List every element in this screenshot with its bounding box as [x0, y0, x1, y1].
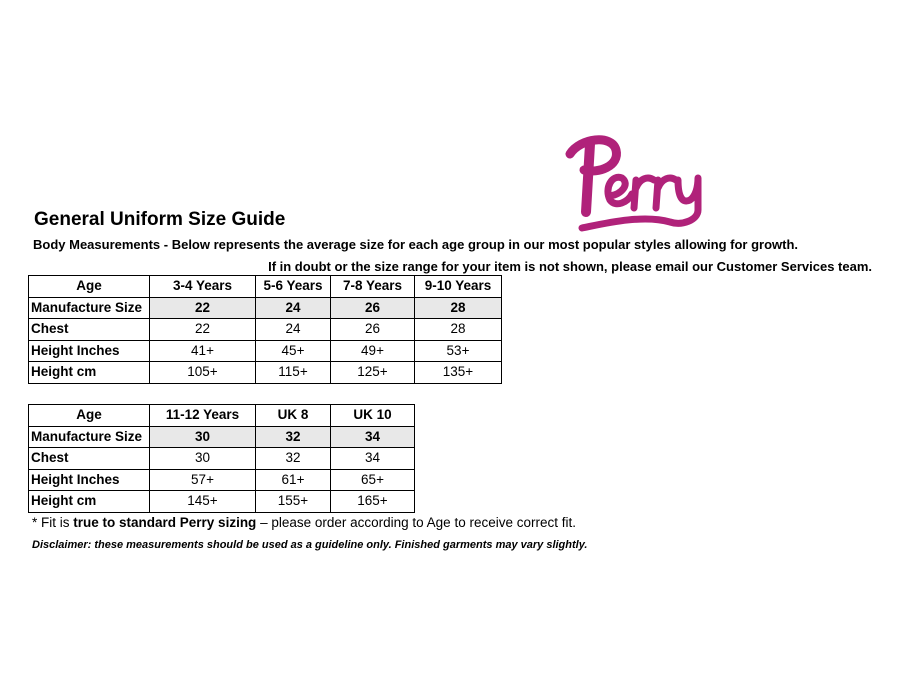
header-cell: UK 10: [331, 405, 415, 427]
fit-note: [32, 515, 576, 530]
table-cell: 57+: [150, 469, 256, 491]
fit-note-prefix: * Fit is: [32, 515, 74, 530]
header-cell: Age: [29, 276, 150, 298]
header-cell: Age: [29, 405, 150, 427]
table-row: [29, 340, 502, 362]
table-cell: 105+: [150, 362, 256, 384]
header-cell: 11-12 Years: [150, 405, 256, 427]
subtitle-line-1: Body Measurements - Below represents the average size for each age group in our most popular styles allowing for growth.: [33, 237, 799, 252]
table-cell: 28: [415, 319, 502, 341]
row-label: Chest: [29, 319, 150, 341]
table-header-row: [29, 405, 415, 427]
row-label: Height Inches: [29, 469, 150, 491]
header-cell: 5-6 Years: [256, 276, 331, 298]
subtitle-line-2: If in doubt or the size range for your item is not shown, please email our Customer Services team.: [268, 259, 872, 274]
table-cell: 28: [415, 297, 502, 319]
table-cell: 30: [150, 448, 256, 470]
size-table-2: [28, 404, 415, 513]
table-cell: 32: [256, 426, 331, 448]
table-cell: 26: [331, 319, 415, 341]
table-row: [29, 491, 415, 513]
header-cell: 9-10 Years: [415, 276, 502, 298]
table-cell: 165+: [331, 491, 415, 513]
table-row: [29, 297, 502, 319]
header-cell: 7-8 Years: [331, 276, 415, 298]
table-cell: 22: [150, 297, 256, 319]
fit-note-bold: true to standard Perry sizing: [73, 515, 257, 530]
table-cell: 155+: [256, 491, 331, 513]
disclaimer: Disclaimer: these measurements should be used as a guideline only. Finished garments may vary slightly.: [32, 539, 588, 551]
table-cell: 34: [331, 426, 415, 448]
perry-logo: [562, 128, 708, 236]
row-label: Manufacture Size: [29, 297, 150, 319]
header-cell: 3-4 Years: [150, 276, 256, 298]
table-cell: 135+: [415, 362, 502, 384]
size-table-1: [28, 275, 502, 384]
table-row: [29, 426, 415, 448]
table-cell: 61+: [256, 469, 331, 491]
table-row: [29, 469, 415, 491]
table-cell: 49+: [331, 340, 415, 362]
row-label: Height cm: [29, 362, 150, 384]
row-label: Height Inches: [29, 340, 150, 362]
table-cell: 24: [256, 297, 331, 319]
row-label: Chest: [29, 448, 150, 470]
table-cell: 34: [331, 448, 415, 470]
table-cell: 32: [256, 448, 331, 470]
table-row: [29, 362, 502, 384]
fit-note-suffix: – please order according to Age to receive correct fit.: [256, 515, 576, 530]
table-cell: 22: [150, 319, 256, 341]
table-cell: 145+: [150, 491, 256, 513]
table-cell: 125+: [331, 362, 415, 384]
table-row: [29, 448, 415, 470]
table-cell: 30: [150, 426, 256, 448]
table-cell: 45+: [256, 340, 331, 362]
table-cell: 26: [331, 297, 415, 319]
table-cell: 65+: [331, 469, 415, 491]
page-title: General Uniform Size Guide: [34, 209, 286, 230]
table-header-row: [29, 276, 502, 298]
table-cell: 41+: [150, 340, 256, 362]
row-label: Height cm: [29, 491, 150, 513]
table-cell: 24: [256, 319, 331, 341]
header-cell: UK 8: [256, 405, 331, 427]
table-cell: 53+: [415, 340, 502, 362]
table-row: [29, 319, 502, 341]
table-cell: 115+: [256, 362, 331, 384]
row-label: Manufacture Size: [29, 426, 150, 448]
